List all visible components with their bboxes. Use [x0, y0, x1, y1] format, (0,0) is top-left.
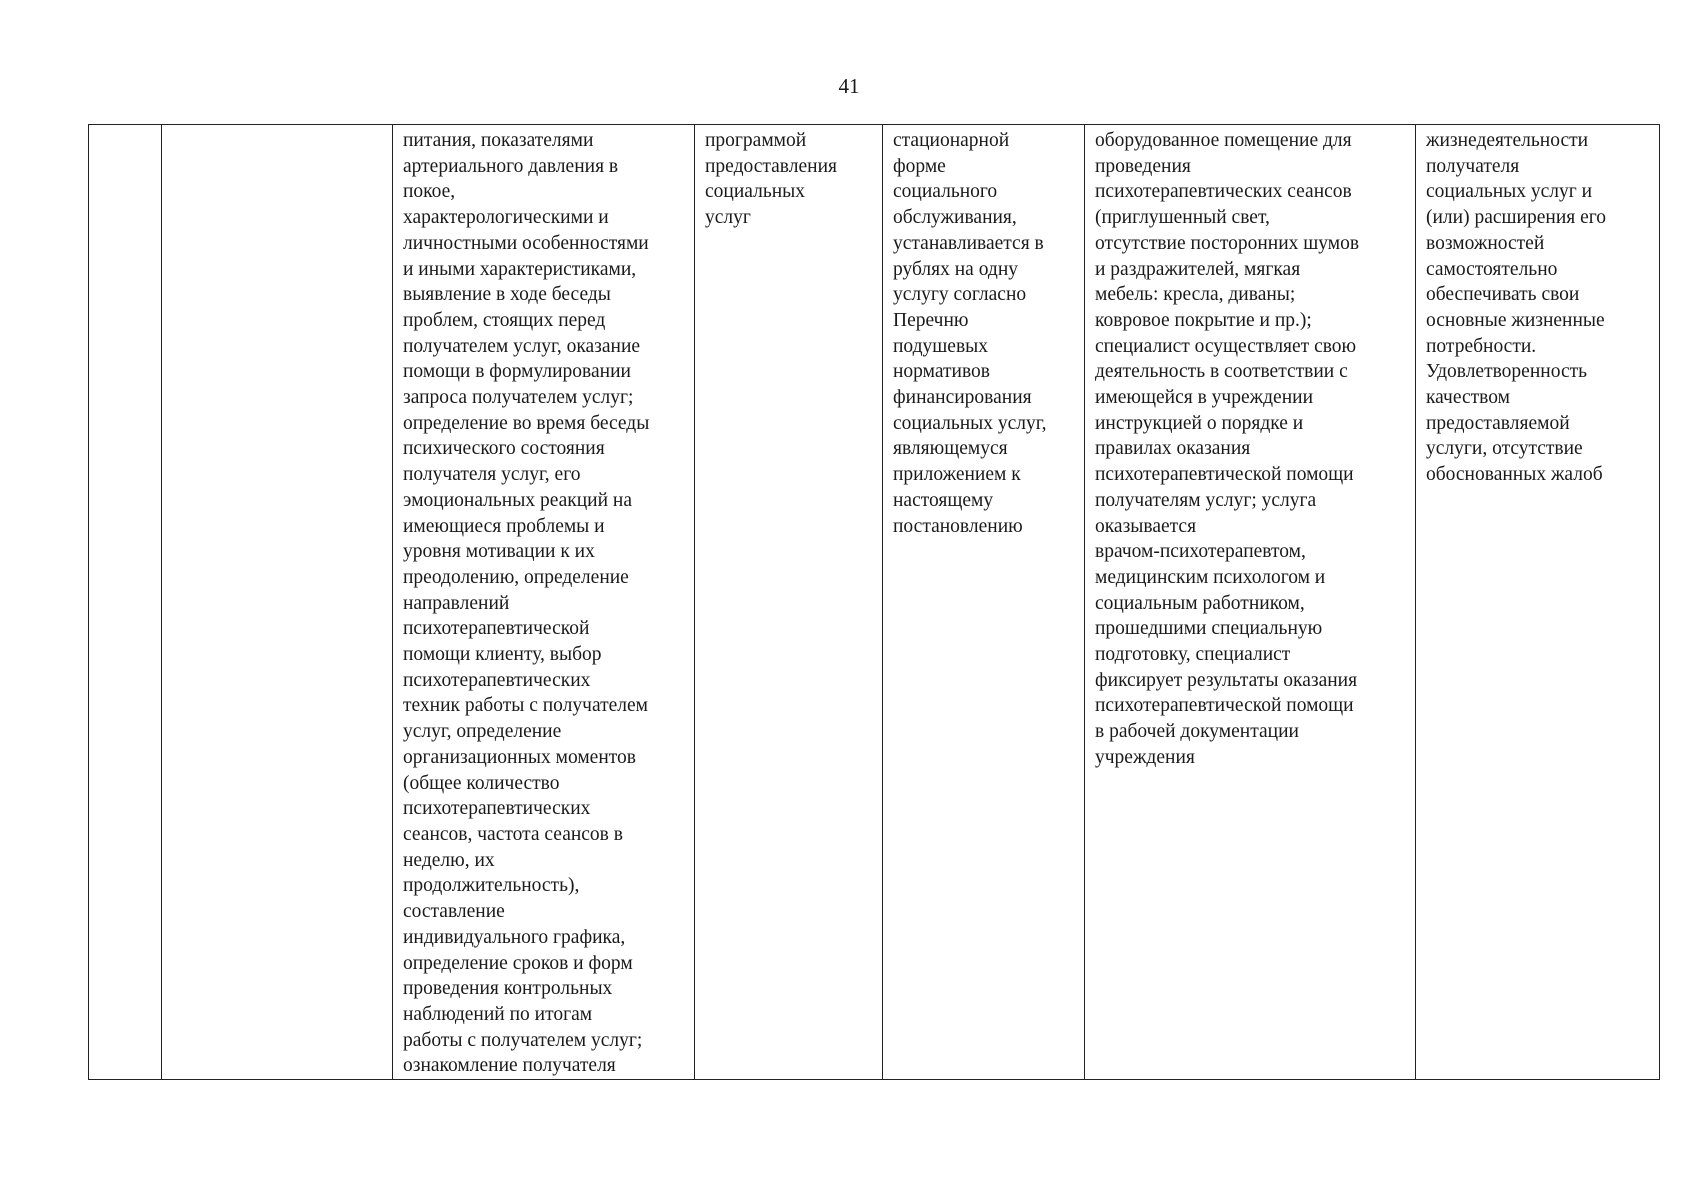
cell-service-quality: жизнедеятельности получателя социальных услуг и (или) расширения его возможностей самостоятельно обеспечивать свои основные жизненные потребности. Удовлетворенность качеством предоставляемой услуги, отсутствие обоснованных жалоб	[1416, 125, 1660, 1080]
cell-service-timing: программой предоставления социальных услуг	[695, 125, 883, 1080]
services-table	[88, 124, 1660, 1080]
cell-service-conditions: оборудованное помещение для проведения психотерапевтических сеансов (приглушенный свет, отсутствие посторонних шумов и раздражителей, мягкая мебель: кресла, диваны; ковровое покрытие и пр.); специалист осуществляет свою деятельность в соответствии с имеющейся в учреждении инструкцией о порядке и правилах оказания психотерапевтической помощи получателям услуг; услуга оказывается врачом-психотерапевтом, медицинским психологом и социальным работником, прошедшими специальную подготовку, специалист фиксирует результаты оказания психотерапевтической помощи в рабочей документации учреждения	[1085, 125, 1416, 1080]
page-number: 41	[838, 74, 860, 98]
cell-service-description: питания, показателями артериального давления в покое, характерологическими и личностными особенностями и иными характеристиками, выявление в ходе беседы проблем, стоящих перед получателем услуг, оказание помощи в формулировании запроса получателем услуг; определение во время беседы психического состояния получателя услуг, его эмоциональных реакций на имеющиеся проблемы и уровня мотивации к их преодолению, определение направлений психотерапевтической помощи клиенту, выбор психотерапевтических техник работы с получателем услуг, определение организационных моментов (общее количество психотерапевтических сеансов, частота сеансов в неделю, их продолжительность), составление индивидуального графика, определение сроков и форм проведения контрольных наблюдений по итогам работы с получателем услуг; ознакомление получателя	[393, 125, 695, 1080]
cell-number	[89, 125, 162, 1080]
table-row	[89, 125, 1660, 1080]
cell-service-tariff: стационарной форме социального обслуживания, устанавливается в рублях на одну услугу согласно Перечню подушевых нормативов финансирования социальных услуг, являющемуся приложением к настоящему постановлению	[883, 125, 1085, 1080]
cell-service-name	[162, 125, 393, 1080]
